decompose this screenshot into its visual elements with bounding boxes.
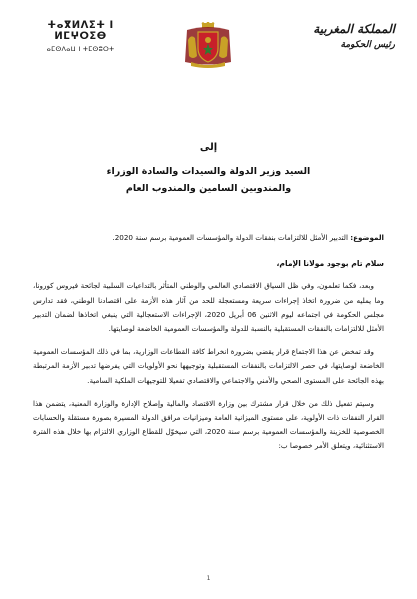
addressee-line2: والمندوبين السامين والمندوب العام [125,183,292,194]
coat-of-arms-icon [181,22,235,68]
header-tifinagh-line2: ⴰⵎⵙⴷⴰⵡ ⵏ ⵜⵎⵙⵓⵔⵜ [46,45,115,53]
paragraph-2: وقد تمخض عن هذا الاجتماع قرار يقضي بضرورة انخراط كافة القطاعات الوزارية، بما في ذلك المؤسسات العمومية الخاضعة لوصايتها، في حصر الالتزامات بالنفقات المستقبلية وتوجيهها نحو الأولويات التي يفرضها تدبير الأزمة المرتبطة بهذه الجائحة على المستوى الصحي والأمني والاجتماعي والاقتصادي تفعيلا للتوجيهات الملكية السامية. [33,347,384,385]
header-tifinagh [33,20,128,53]
paragraph-1: وبعد، فكما تعلمون، وفي ظل السياق الاقتصادي العالمي والوطني المتأثر بالتداعيات السلبية لجائحة فيروس كورونا، وما يمليه من ضرورة اتخاذ إجراءات سريعة ومستعجلة للحد من آثار هذه الأزمة على اقتصادنا الوطني، فقد تدارس مجلس الحكومة في اجتماعه ليوم الاثنين 06 أبريل 2020، الإجراءات الاستعجالية التي ينبغي اتخاذها لضمان التدبير الأمثل للالتزامات بالنفقات المستقبلية بالنسبة للدولة والمؤسسات العمومية الخاضعة لوصايتها. [33,281,384,334]
header-tifinagh-line1: ⵜⴰⴳⵍⴷⵉⵜ ⵏ ⵍⵎⵖⵔⵉⴱ [47,20,114,42]
header-arabic-line1: المملكة المغربية [313,22,395,36]
paragraph-3: وسيتم تفعيل ذلك من خلال قرار مشترك بين وزارة الاقتصاد والمالية وإصلاح الإدارة والوزارة المعنية، يتضمن هذا القرار النفقات ذات الأولوية، على مستوى الميزانية العامة وميزانيات مرافق الدولة المسيرة بصورة مستقلة والحسابات الخصوصية للخزينة والمؤسسات العمومية برسم سنة 2020، التي سيخوّل للقطاع الوزاري الالتزام بها خلال هذه الفترة الاستثنائية، ويتعلق الأمر خصوصا ب: [33,398,384,451]
header-arabic [303,22,395,50]
page-number: 1 [206,575,211,582]
subject-label: الموضوع: [350,233,384,242]
addressee-block [0,142,417,194]
header-arabic-line2: رئيس الحكومة [340,40,395,50]
addressee-to: إلى [199,142,218,153]
subject-line [33,231,384,245]
subject-text: التدبير الأمثل للالتزامات بنفقات الدولة والمؤسسات العمومية برسم سنة 2020. [112,233,351,242]
letter-body [33,231,384,463]
addressee-line1: السيد وزير الدولة والسيدات والسادة الوزراء [106,166,311,177]
greeting: سلام تام بوجود مولانا الإمام، [276,259,384,269]
